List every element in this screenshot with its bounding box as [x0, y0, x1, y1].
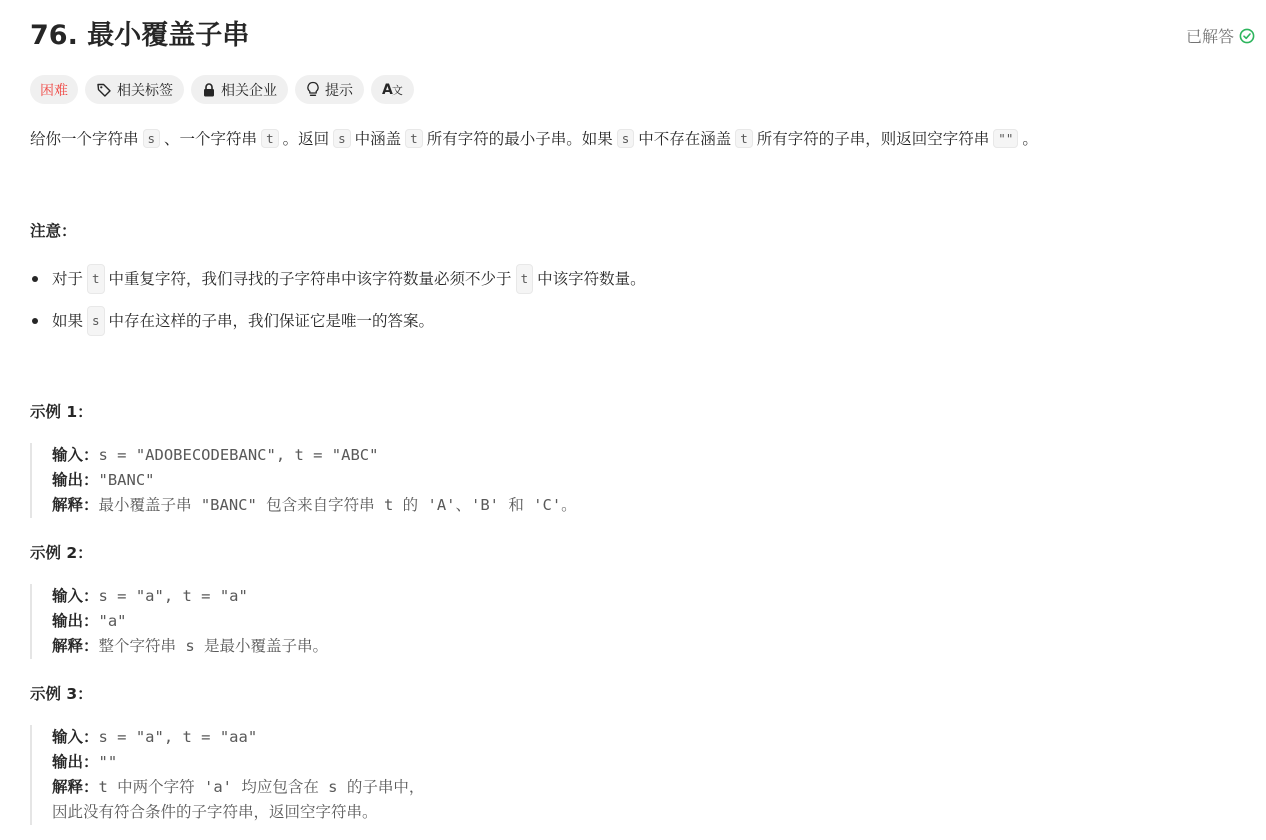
desc-text: 所有字符的子串，则返回空字符串 — [756, 130, 990, 148]
problem-title[interactable]: 76. 最小覆盖子串 — [30, 20, 250, 51]
inline-code: t — [405, 129, 423, 148]
bullet-dot — [32, 318, 38, 324]
bullet-dot — [32, 276, 38, 282]
solved-label: 已解答 — [1185, 27, 1234, 46]
input-label: 输入： — [52, 446, 99, 464]
input-value: s = "ADOBECODEBANC", t = "ABC" — [98, 446, 379, 464]
desc-text: 给你一个字符串 — [30, 130, 139, 148]
tag-icon — [96, 82, 112, 98]
check-circle-icon — [1239, 28, 1255, 44]
explain-label: 解释： — [52, 778, 99, 796]
note-item — [30, 306, 434, 336]
explain-value: 最小覆盖子串 "BANC" 包含来自字符串 t 的 'A'、'B' 和 'C'。 — [98, 496, 577, 514]
inline-code: s — [143, 129, 161, 148]
explain-label: 解释： — [52, 496, 99, 514]
inline-code: t — [516, 264, 534, 294]
note-item — [30, 264, 646, 294]
input-value: s = "a", t = "a" — [98, 587, 248, 605]
desc-text: 。返回 — [282, 130, 330, 148]
lock-icon — [202, 82, 216, 98]
desc-text: 中涵盖 — [354, 130, 402, 148]
problem-description — [30, 126, 1038, 152]
desc-text: 中不存在涵盖 — [638, 130, 732, 148]
inline-code: t — [735, 129, 753, 148]
difficulty-badge — [30, 75, 78, 104]
desc-text: 。 — [1022, 130, 1038, 148]
note-text: 如果 — [52, 312, 84, 330]
input-label: 输入： — [52, 587, 99, 605]
note-text: 对于 — [52, 270, 84, 288]
translate-icon-letter: A — [382, 81, 393, 98]
output-label: 输出： — [52, 612, 99, 630]
difficulty-label: 困难 — [40, 82, 68, 99]
note-text: 中该字符数量。 — [537, 270, 646, 288]
example-block — [30, 725, 424, 825]
explain-label: 解释： — [52, 637, 99, 655]
example-explain-line-2 — [52, 800, 424, 825]
inline-code: t — [261, 129, 279, 148]
example-output-line — [52, 609, 328, 634]
example-block — [30, 443, 577, 518]
example-explain-line — [52, 634, 328, 659]
solved-status — [1186, 24, 1255, 47]
translate-icon: A 文 — [382, 81, 403, 98]
related-tags-label: 相关标签 — [117, 82, 173, 99]
translate-button[interactable] — [371, 75, 414, 104]
example-output-line — [52, 750, 424, 775]
note-text: 中存在这样的子串，我们保证它是唯一的答案。 — [108, 312, 435, 330]
related-tags-button[interactable] — [85, 75, 184, 104]
inline-code: "" — [993, 129, 1018, 148]
input-label: 输入： — [52, 728, 99, 746]
inline-code: s — [333, 129, 351, 148]
related-companies-label: 相关企业 — [221, 82, 277, 99]
explain-value: t 中两个字符 'a' 均应包含在 s 的子串中， — [98, 778, 425, 796]
input-value: s = "a", t = "aa" — [98, 728, 258, 746]
output-label: 输出： — [52, 753, 99, 771]
output-value: "BANC" — [98, 471, 155, 489]
example-block — [30, 584, 328, 659]
desc-text: 、一个字符串 — [164, 130, 258, 148]
inline-code: s — [617, 129, 635, 148]
related-companies-button[interactable] — [191, 75, 288, 104]
output-value: "" — [98, 753, 118, 771]
output-label: 输出： — [52, 471, 99, 489]
explain-value: 因此没有符合条件的子字符串，返回空字符串。 — [52, 803, 378, 821]
example-output-line — [52, 468, 577, 493]
lightbulb-icon — [306, 81, 320, 98]
desc-text: 所有字符的最小子串。如果 — [426, 130, 613, 148]
example-title: 示例 2： — [30, 544, 93, 562]
hint-button[interactable] — [295, 75, 364, 104]
example-explain-line — [52, 493, 577, 518]
notes-heading: 注意： — [30, 222, 77, 240]
example-explain-line — [52, 775, 424, 800]
explain-value: 整个字符串 s 是最小覆盖子串。 — [98, 637, 329, 655]
tag-bar — [30, 75, 414, 104]
inline-code: s — [87, 306, 105, 336]
example-input-line — [52, 443, 577, 468]
example-input-line — [52, 725, 424, 750]
hint-label: 提示 — [325, 82, 353, 99]
note-text: 中重复字符，我们寻找的子字符串中该字符数量必须不少于 — [108, 270, 512, 288]
example-title: 示例 1： — [30, 403, 93, 421]
example-input-line — [52, 584, 328, 609]
inline-code: t — [87, 264, 105, 294]
output-value: "a" — [98, 612, 127, 630]
example-title: 示例 3： — [30, 685, 93, 703]
